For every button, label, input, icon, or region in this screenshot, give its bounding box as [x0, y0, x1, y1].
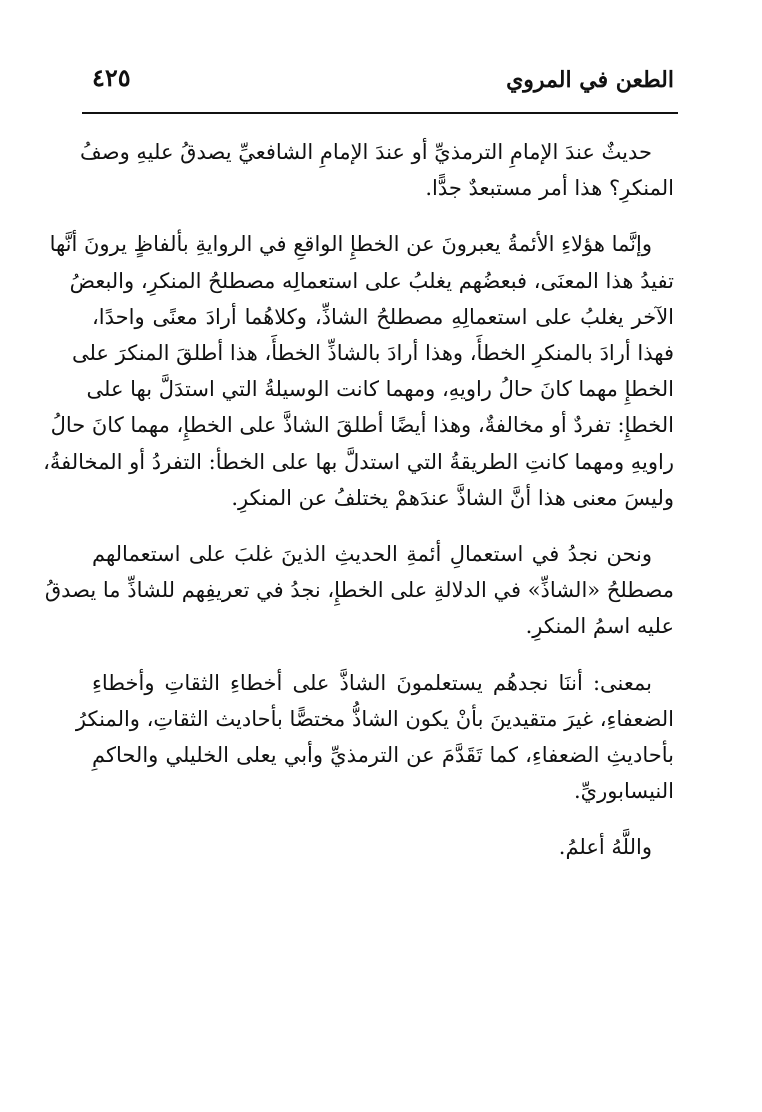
header-rule	[82, 112, 678, 114]
text-line: وإنَّما هؤلاءِ الأئمةُ يعبرونَ عن الخطإِ الواقعِ في الروايةِ بألفاظٍ يرونَ أنَّها	[49, 232, 652, 257]
running-title: الطعن في المروي	[506, 67, 674, 93]
text-line: الآخر يغلبُ على استعمالِهِ مصطلحُ الشاذِّ، وكلاهُما أرادَ معنًى واحدًا،	[92, 304, 674, 329]
page-number: ٤٢٥	[92, 63, 131, 92]
text-line: فهذا أرادَ بالمنكرِ الخطأَ، وهذا أرادَ بالشاذِّ الخطأَ، هذا أطلقَ المنكرَ على	[71, 341, 674, 366]
paragraph	[80, 134, 674, 206]
text-line: مصطلحُ «الشاذِّ» في الدلالةِ على الخطإِ، نجدُ في تعريفِهم للشاذِّ ما يصدقُ	[44, 578, 674, 603]
text-line: تفيدُ هذا المعنَى، فبعضُهم يغلبُ على استعمالِه مصطلحُ المنكرِ، والبعضُ	[69, 268, 674, 293]
text-line: راويهِ ومهما كانتِ الطريقةُ التي استدلَّ بها على الخطأ: التفردُ أو المخالفةُ،	[43, 449, 674, 474]
body-text	[43, 134, 674, 886]
paragraph	[44, 536, 674, 645]
paragraph	[92, 829, 674, 865]
text-line: الخطإِ: تفردٌ أو مخالفةٌ، وهذا أيضًا أطلقَ الشاذَّ على الخطإِ، مهما كانَ حالُ	[50, 413, 674, 438]
text-line: وليسَ معنى هذا أنَّ الشاذَّ عندَهمْ يختلفُ عن المنكرِ.	[231, 485, 674, 510]
text-line: المنكرِ؟ هذا أمر مستبعدٌ جدًّا.	[425, 176, 674, 201]
text-line: ونحن نجدُ في استعمالِ أئمةِ الحديثِ الذينَ غلبَ على استعمالهم	[92, 542, 652, 567]
closing-line: واللَّهُ أعلمُ.	[558, 835, 652, 860]
text-line: بأحاديثِ الضعفاءِ، كما تَقَدَّمَ عن الترمذيِّ وأبي يعلى الخليلي والحاكمِ	[92, 743, 674, 768]
paragraph	[43, 226, 674, 516]
text-line: بمعنى: أننَا نجدهُم يستعلمونَ الشاذَّ على أخطاءِ الثقاتِ وأخطاءِ	[92, 670, 652, 695]
paragraph	[75, 665, 674, 810]
text-line: النيسابوريِّ.	[574, 779, 674, 804]
text-line: حديثٌ عندَ الإمامِ الترمذيِّ أو عندَ الإمامِ الشافعيِّ يصدقُ عليهِ وصفُ	[80, 140, 652, 164]
text-line: عليه اسمُ المنكرِ.	[525, 614, 674, 639]
text-line: الخطإِ مهما كانَ حالُ راويهِ، ومهما كانت الوسيلةُ التي استدَلَّ بها على	[86, 377, 674, 402]
text-line: الضعفاءِ، غيرَ متقيدينَ بأنْ يكون الشاذُّ مختصًّا بأحاديث الثقاتِ، والمنكرُ	[75, 706, 674, 731]
